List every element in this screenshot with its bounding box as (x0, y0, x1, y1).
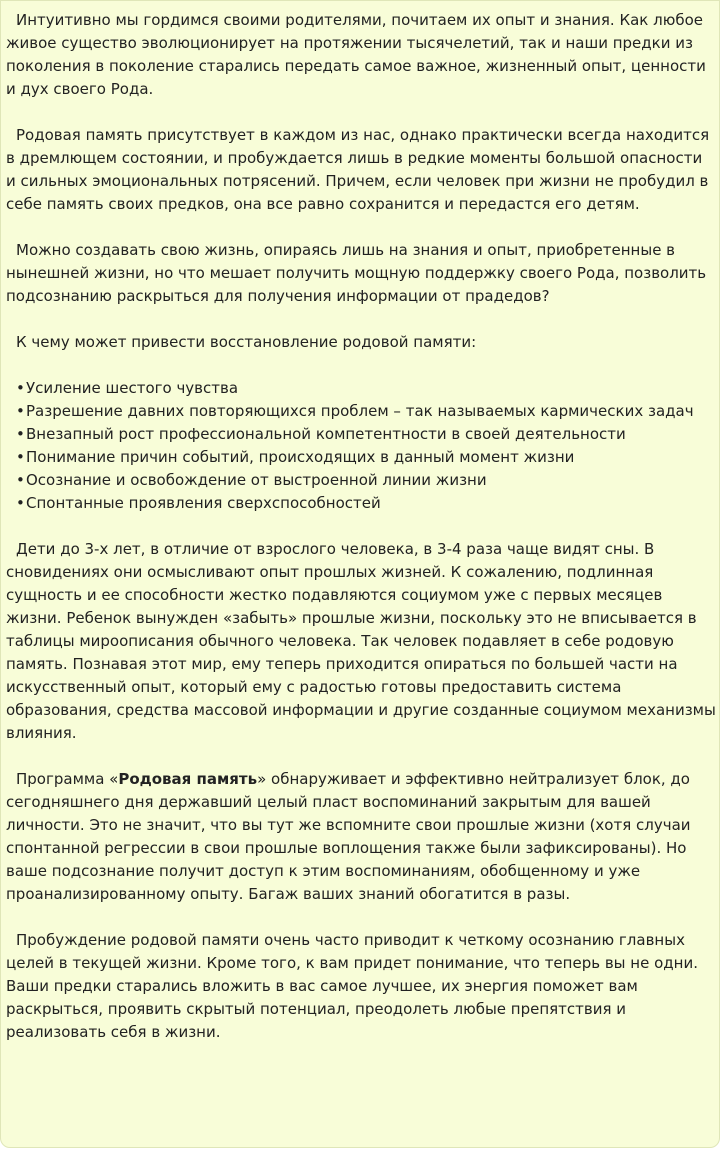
bullet-icon: • (16, 425, 25, 443)
bullet-icon: • (16, 494, 25, 512)
list-item (16, 492, 716, 515)
bullet-icon: • (16, 448, 25, 466)
benefits-list (6, 377, 716, 515)
list-item (16, 423, 716, 446)
list-item-text: Спонтанные проявления сверхспособностей (26, 494, 381, 512)
list-item (16, 469, 716, 492)
list-item (16, 377, 716, 400)
list-item-text: Понимание причин событий, происходящих в данный момент жизни (26, 448, 575, 466)
program-description: » обнаруживает и эффективно нейтрализует блок, до сегодняшнего дня державший целый пласт воспоминаний закрытым для вашей личности. Это не значит, что вы тут же вспомните свои прошлые жизни (хотя случаи спонтанной регрессии в свои прошлые воплощения также были зафиксированы). Но ваше подсознание получит доступ к этим воспоминаниям, обобщенному и уже проанализированному опыту. Багаж ваших знаний обогатится в разы. (6, 770, 691, 903)
bullet-icon: • (16, 402, 25, 420)
bullet-icon: • (16, 471, 25, 489)
program-paragraph (6, 768, 716, 906)
final-paragraph: Пробуждение родовой памяти очень часто приводит к четкому осознанию главных целей в текущей жизни. Кроме того, к вам придет понимание, что теперь вы не одни. Ваши предки старались вложить в вас самое лучшее, их энергия поможет вам раскрыться, проявить скрытый потенциал, преодолеть любые препятствия и реализовать себя в жизни. (6, 931, 698, 1041)
list-intro-paragraph: К чему может привести восстановление родовой памяти: (16, 333, 477, 351)
children-paragraph: Дети до 3-х лет, в отличие от взрослого человека, в 3-4 раза чаще видят сны. В сновидениях они осмысливают опыт прошлых жизней. К сожалению, подлинная сущность и ее способности жестко подавляются социумом уже с первых месяцев жизни. Ребенок вынужден «забыть» прошлые жизни, поскольку это не вписывается в таблицы мироописания обычного человека. Так человек подавляет в себе родовую память. Познавая этот мир, ему теперь приходится опираться по большей части на искусственный опыт, который ему с радостью готовы предоставить система образования, средства массовой информации и другие созданные социумом механизмы влияния. (6, 540, 716, 742)
list-item-text: Разрешение давних повторяющихся проблем – так называемых кармических задач (26, 402, 694, 420)
program-prefix: Программа « (16, 770, 119, 788)
list-item-text: Усиление шестого чувства (26, 379, 239, 397)
ancestral-memory-paragraph: Родовая память присутствует в каждом из нас, однако практически всегда находится в дремлющем состоянии, и пробуждается лишь в редкие моменты большой опасности и сильных эмоциональных потрясений. Причем, если человек при жизни не пробудил в себе память своих предков, она все равно сохранится и передастся его детям. (6, 126, 710, 213)
article-content (6, 9, 716, 1067)
list-item-text: Внезапный рост профессиональной компетентности в своей деятельности (26, 425, 626, 443)
list-item-text: Осознание и освобождение от выстроенной линии жизни (26, 471, 487, 489)
list-item (16, 446, 716, 469)
intro-paragraph: Интуитивно мы гордимся своими родителями, почитаем их опыт и знания. Как любое живое существо эволюционирует на протяжении тысячелетий, так и наши предки из поколения в поколение старались передать самое важное, жизненный опыт, ценности и дух своего Рода. (6, 11, 706, 98)
bullet-icon: • (16, 379, 25, 397)
support-paragraph: Можно создавать свою жизнь, опираясь лишь на знания и опыт, приобретенные в нынешней жизни, но что мешает получить мощную поддержку своего Рода, позволить подсознанию раскрыться для получения информации от прадедов? (6, 241, 707, 305)
list-item (16, 400, 716, 423)
program-name: Родовая память (118, 770, 258, 788)
